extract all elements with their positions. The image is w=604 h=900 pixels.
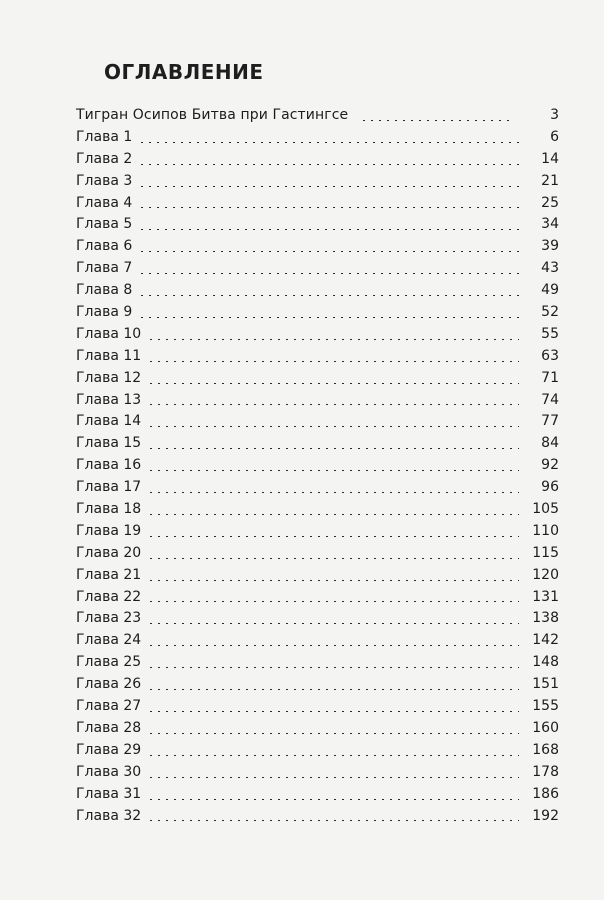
toc-entry-page-number: 77	[541, 413, 559, 430]
toc-entry-page-number: 151	[532, 676, 559, 693]
toc-entry-label: Глава 19	[76, 522, 142, 539]
toc-entry	[76, 543, 559, 565]
toc-entry	[76, 411, 559, 433]
toc-entry-page-number: 49	[541, 282, 559, 299]
toc-entry	[76, 718, 559, 740]
toc-entry-label: Глава 24	[76, 632, 142, 649]
dot-leader	[360, 120, 509, 121]
toc-entry	[76, 127, 559, 149]
toc-entry	[76, 280, 559, 302]
toc-entry-page-number: 138	[532, 610, 559, 627]
toc-entry	[76, 171, 559, 193]
toc-entry-label: Глава 17	[76, 479, 142, 496]
dot-leader	[147, 689, 519, 690]
toc-entry-page-number: 92	[541, 457, 559, 474]
toc-entry	[76, 740, 559, 762]
toc-entry-page-number: 21	[541, 172, 559, 189]
toc-entry-page-number: 52	[541, 304, 559, 321]
toc-entry-page-number: 74	[541, 391, 559, 408]
toc-entry-label: Глава 16	[76, 457, 142, 474]
toc-entry-label: Глава 12	[76, 369, 142, 386]
toc-entry-page-number: 55	[541, 325, 559, 342]
toc-entry-label: Глава 22	[76, 588, 142, 605]
toc-entry-page-number: 120	[532, 566, 559, 583]
toc-entry-page-number: 115	[532, 544, 559, 561]
dot-leader	[147, 470, 519, 471]
dot-leader	[147, 601, 519, 602]
toc-entry	[76, 105, 559, 127]
toc-entry-label: Глава 5	[76, 216, 133, 233]
toc-entry	[76, 258, 559, 280]
toc-entry-page-number: 131	[532, 588, 559, 605]
dot-leader	[147, 777, 519, 778]
toc-entry	[76, 674, 559, 696]
toc-entry-page-number: 96	[541, 479, 559, 496]
toc-entry-page-number: 105	[532, 501, 559, 518]
toc-entry	[76, 762, 559, 784]
dot-leader	[138, 186, 519, 187]
toc-entry-page-number: 14	[541, 150, 559, 167]
dot-leader	[147, 799, 519, 800]
dot-leader	[147, 514, 519, 515]
toc-entry-page-number: 148	[532, 654, 559, 671]
dot-leader	[147, 667, 519, 668]
toc-entry-label: Глава 9	[76, 304, 133, 321]
dot-leader	[147, 623, 519, 624]
dot-leader	[147, 448, 519, 449]
toc-entry-label: Глава 27	[76, 698, 142, 715]
toc-entry-label: Глава 3	[76, 172, 133, 189]
toc-entry-page-number: 34	[541, 216, 559, 233]
toc-entry-label: Глава 28	[76, 719, 142, 736]
dot-leader	[147, 536, 519, 537]
toc-entry	[76, 455, 559, 477]
toc-entry	[76, 302, 559, 324]
toc-entry-page-number: 43	[541, 260, 559, 277]
toc-entry-label: Глава 31	[76, 785, 142, 802]
toc-entry	[76, 608, 559, 630]
dot-leader	[138, 142, 519, 143]
toc-entry-page-number: 25	[541, 194, 559, 211]
toc-entry-label: Глава 26	[76, 676, 142, 693]
toc-entry-page-number: 192	[532, 807, 559, 824]
toc-entry	[76, 236, 559, 258]
toc-entry	[76, 149, 559, 171]
toc-entry-label: Глава 8	[76, 282, 133, 299]
toc-list	[76, 105, 559, 827]
toc-entry-page-number: 6	[550, 128, 559, 145]
dot-leader	[147, 361, 519, 362]
dot-leader	[147, 404, 519, 405]
dot-leader	[147, 558, 519, 559]
toc-entry	[76, 652, 559, 674]
dot-leader	[138, 207, 519, 208]
toc-entry-label: Глава 14	[76, 413, 142, 430]
toc-entry	[76, 324, 559, 346]
toc-entry-label: Глава 29	[76, 741, 142, 758]
toc-entry-page-number: 110	[532, 522, 559, 539]
dot-leader	[147, 733, 519, 734]
toc-entry	[76, 565, 559, 587]
toc-entry-label: Глава 1	[76, 128, 133, 145]
toc-entry-label: Глава 11	[76, 347, 142, 364]
dot-leader	[147, 580, 519, 581]
dot-leader	[138, 317, 519, 318]
toc-entry-label: Глава 30	[76, 763, 142, 780]
toc-entry-label: Глава 23	[76, 610, 142, 627]
toc-entry	[76, 193, 559, 215]
dot-leader	[138, 164, 519, 165]
toc-entry-page-number: 3	[550, 107, 559, 123]
dot-leader	[138, 229, 519, 230]
dot-leader	[147, 383, 519, 384]
toc-entry	[76, 477, 559, 499]
toc-entry-label: Глава 18	[76, 501, 142, 518]
dot-leader	[147, 711, 519, 712]
toc-entry-label: Глава 4	[76, 194, 133, 211]
toc-entry-label: Глава 15	[76, 435, 142, 452]
toc-entry-label: Глава 6	[76, 238, 133, 255]
toc-entry	[76, 521, 559, 543]
toc-entry	[76, 499, 559, 521]
toc-entry	[76, 630, 559, 652]
toc-entry	[76, 390, 559, 412]
toc-entry-page-number: 155	[532, 698, 559, 715]
toc-entry-label: Глава 21	[76, 566, 142, 583]
dot-leader	[138, 273, 519, 274]
toc-entry-label: Глава 10	[76, 325, 142, 342]
toc-entry-label: Тигран Осипов Битва при Гастингсе	[76, 107, 349, 123]
dot-leader	[147, 820, 519, 821]
toc-entry-label: Глава 25	[76, 654, 142, 671]
toc-entry-page-number: 142	[532, 632, 559, 649]
dot-leader	[138, 295, 519, 296]
toc-entry	[76, 784, 559, 806]
toc-entry-page-number: 186	[532, 785, 559, 802]
toc-entry	[76, 214, 559, 236]
toc-entry	[76, 433, 559, 455]
toc-entry-page-number: 39	[541, 238, 559, 255]
dot-leader	[138, 251, 519, 252]
dot-leader	[147, 492, 519, 493]
toc-entry-page-number: 71	[541, 369, 559, 386]
toc-entry	[76, 806, 559, 828]
toc-entry-label: Глава 20	[76, 544, 142, 561]
toc-entry-page-number: 63	[541, 347, 559, 364]
toc-entry	[76, 696, 559, 718]
toc-heading: ОГЛАВЛЕНИЕ	[104, 60, 264, 84]
toc-entry	[76, 346, 559, 368]
toc-entry-page-number: 178	[532, 763, 559, 780]
toc-entry-page-number: 84	[541, 435, 559, 452]
toc-entry	[76, 368, 559, 390]
dot-leader	[147, 645, 519, 646]
toc-entry-label: Глава 7	[76, 260, 133, 277]
toc-entry-label: Глава 32	[76, 807, 142, 824]
toc-entry-page-number: 168	[532, 741, 559, 758]
toc-entry-label: Глава 2	[76, 150, 133, 167]
dot-leader	[147, 755, 519, 756]
toc-entry-page-number: 160	[532, 719, 559, 736]
toc-entry	[76, 587, 559, 609]
dot-leader	[147, 426, 519, 427]
toc-entry-label: Глава 13	[76, 391, 142, 408]
dot-leader	[147, 339, 519, 340]
